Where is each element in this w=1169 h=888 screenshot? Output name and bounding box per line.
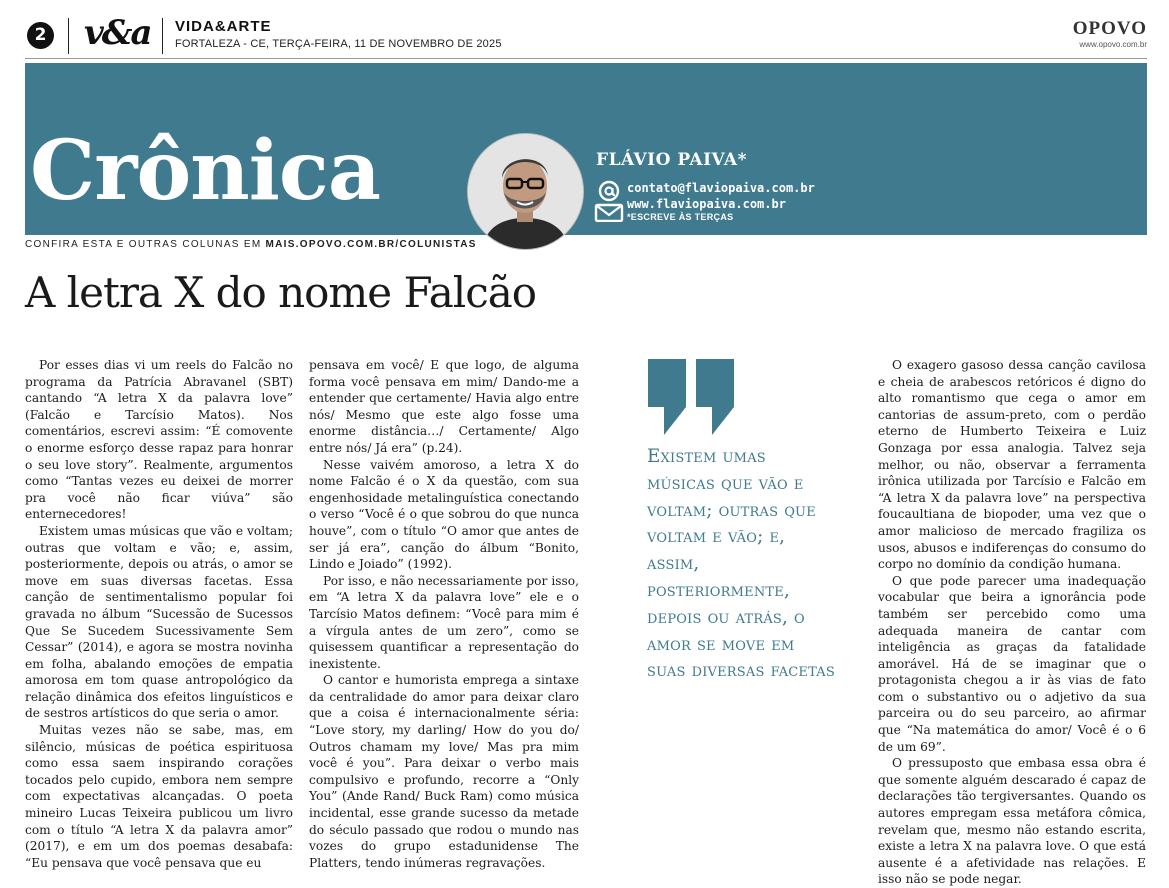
author-website[interactable]: www.flaviopaiva.com.br [627, 197, 786, 211]
newspaper-url: www.opovo.com.br [1079, 40, 1147, 49]
paragraph: Existem umas músicas que vão e voltam; outras que voltam e vão; e, assim, posteriormente, depois ou atrás, o amor se move em suas diversas facetas. Essa canção de sentimentalismo popular foi gravada no álbum “Sucessão de Sucessos Que Se Sucedem Sucessivamente Sem Cessar” (2014), e agora se mostra novinha em folha, abalando emoções de empatia amorosa em tom quase antropológico da relação dinâmica dos efeitos linguísticos e de sestros artísticos do que seria o amor. [25, 523, 293, 721]
promo-text: CONFIRA ESTA E OUTRAS COLUNAS EM [25, 239, 266, 250]
dateline: FORTALEZA - CE, TERÇA-FEIRA, 11 DE NOVEMBRO DE 2025 [175, 38, 502, 50]
page-number: 2 [27, 22, 54, 49]
article-headline: A letra X do nome Falcão [25, 268, 537, 317]
column-kicker: Crônica [30, 123, 380, 219]
header-divider [162, 18, 163, 54]
paragraph: O pressuposto que embasa essa obra é que somente alguém descarado é capaz de declarações tão tergiversantes. Quando os autores empregam essa metáfora cômica, revelam que, mesmo não estando escrita, existe a letra X na palavra love. O que está ausente é a afetividade nas relações. E isso não se pode negar. [878, 756, 1146, 887]
article-column-1 [25, 357, 293, 871]
schedule-note: *ESCREVE ÀS TERÇAS [627, 212, 734, 222]
author-name: FLÁVIO PAIVA* [596, 150, 747, 170]
article-column-2 [309, 357, 579, 871]
paragraph: Muitas vezes não se sabe, mas, em silêncio, músicas de poética espirituosa como essa saem inspirando corações tocados pelo cupido, embora nem sempre com expectativas alcançadas. O poeta mineiro Lucas Teixeira publicou um livro com o título “A letra X da palavra amor” (2017), e em um dos poemas desabafa: “Eu pensava que você pensava que eu [25, 723, 293, 870]
paragraph: O exagero gasoso dessa canção cavilosa e cheia de arabescos retóricos é digno do alto romantismo que cega o amor em cantorias de assum-preto, com o perdão eterno de Humberto Teixeira e Luiz Gonzaga por essa analogia. Talvez seja melhor, ou não, observar a ferramenta irônica utilizada por Tarcísio e Falcão em “A letra X da palavra love” na perspectiva foucaultiana de biopoder, uma vez que o amor malicioso de mercado fragiliza os usos, abusos e indiferenças do consumo do corpo no domínio da condição humana. [878, 358, 1146, 572]
paragraph: pensava em você/ E que logo, de alguma forma você pensava em mim/ Dando-me a entender que certamente/ Havia algo entre nós/ Mesmo que este algo fosse uma enorme distância…/ Certamente/ Algo entre nós/ Já era” (p.24). [309, 358, 579, 455]
paragraph: Por esses dias vi um reels do Falcão no programa da Patrícia Abravanel (SBT) cantando “A letra X da palavra love” (Falcão e Tarcísio Matos). Nos comentários, escrevi assim: “É comovente o enorme esforço desse rapaz para honrar o seu love story”. Realmente, argumentos como “Tantas vezes eu deixei de morrer pra você não ficar viúva” são enternecedores! [25, 358, 293, 522]
paragraph: O cantor e humorista emprega a sintaxe da centralidade do amor para deixar claro que a coisa é internacionalmente séria: “Love story, my darling/ How do you do/ Outros chamam my love/ Mas pra mim você é you”. Para deixar o verbo mais compulsivo e profundo, recorre a “Only You” (Ande Rand/ Buck Ram) como música incidental, esse grande sucesso da metade do século passado que rodou o mundo nas vozes do grupo estadunidense The Platters, tendo inúmeras regravações. [309, 673, 579, 870]
pull-quote: Existem umas músicas que vão e voltam; outras que voltam e vão; e, assim, posteriormente, depois ou atrás, o amor se move em suas diversas facetas [647, 446, 835, 682]
header-rule [25, 58, 1147, 59]
section-name: VIDA&ARTE [175, 18, 272, 35]
header-divider [68, 18, 69, 54]
section-logo: v&a [84, 13, 151, 53]
author-email[interactable]: contato@flaviopaiva.com.br [627, 181, 815, 195]
contact-icons [593, 180, 625, 222]
promo-link[interactable]: MAIS.OPOVO.COM.BR/COLUNISTAS [265, 239, 477, 250]
article-column-4 [878, 357, 1146, 888]
envelope-icon [596, 205, 622, 221]
author-photo [467, 133, 584, 250]
newspaper-brand: OPOVO [1072, 18, 1147, 39]
quote-marks-icon [646, 357, 736, 437]
columns-promo [25, 239, 477, 250]
author-portrait-icon [468, 134, 583, 249]
paragraph: Por isso, e não necessariamente por isso, em “A letra X da palavra love” ele e o Tarcísio Matos definem: “Você para mim é a vírgula antes de um zero”, como se quisessem quantificar a representação do inexistente. [309, 573, 579, 671]
paragraph: Nesse vaivém amoroso, a letra X do nome Falcão é o X da questão, com sua engenhosidade metalinguística conectando o verso “Você é o que sobrou do que nunca houve”, com o título “O amor que antes de ser já era”, canção do álbum “Bonito, Lindo e Joiado” (1992). [309, 457, 579, 572]
at-sign-icon [600, 182, 618, 200]
paragraph: O que pode parecer uma inadequação vocabular que beira a ignorância pode também ser percebido como uma adequada maneira de cantar com inteligência as graças da fatalidade amorável. Há de se imaginar que o protagonista chegou a ir às vias de fato com o substantivo ou o adjetivo da sua parceira ou do seu parceiro, ao afirmar que “Na matemática do amor/ Você é o 6 de um 69”. [878, 573, 1146, 754]
